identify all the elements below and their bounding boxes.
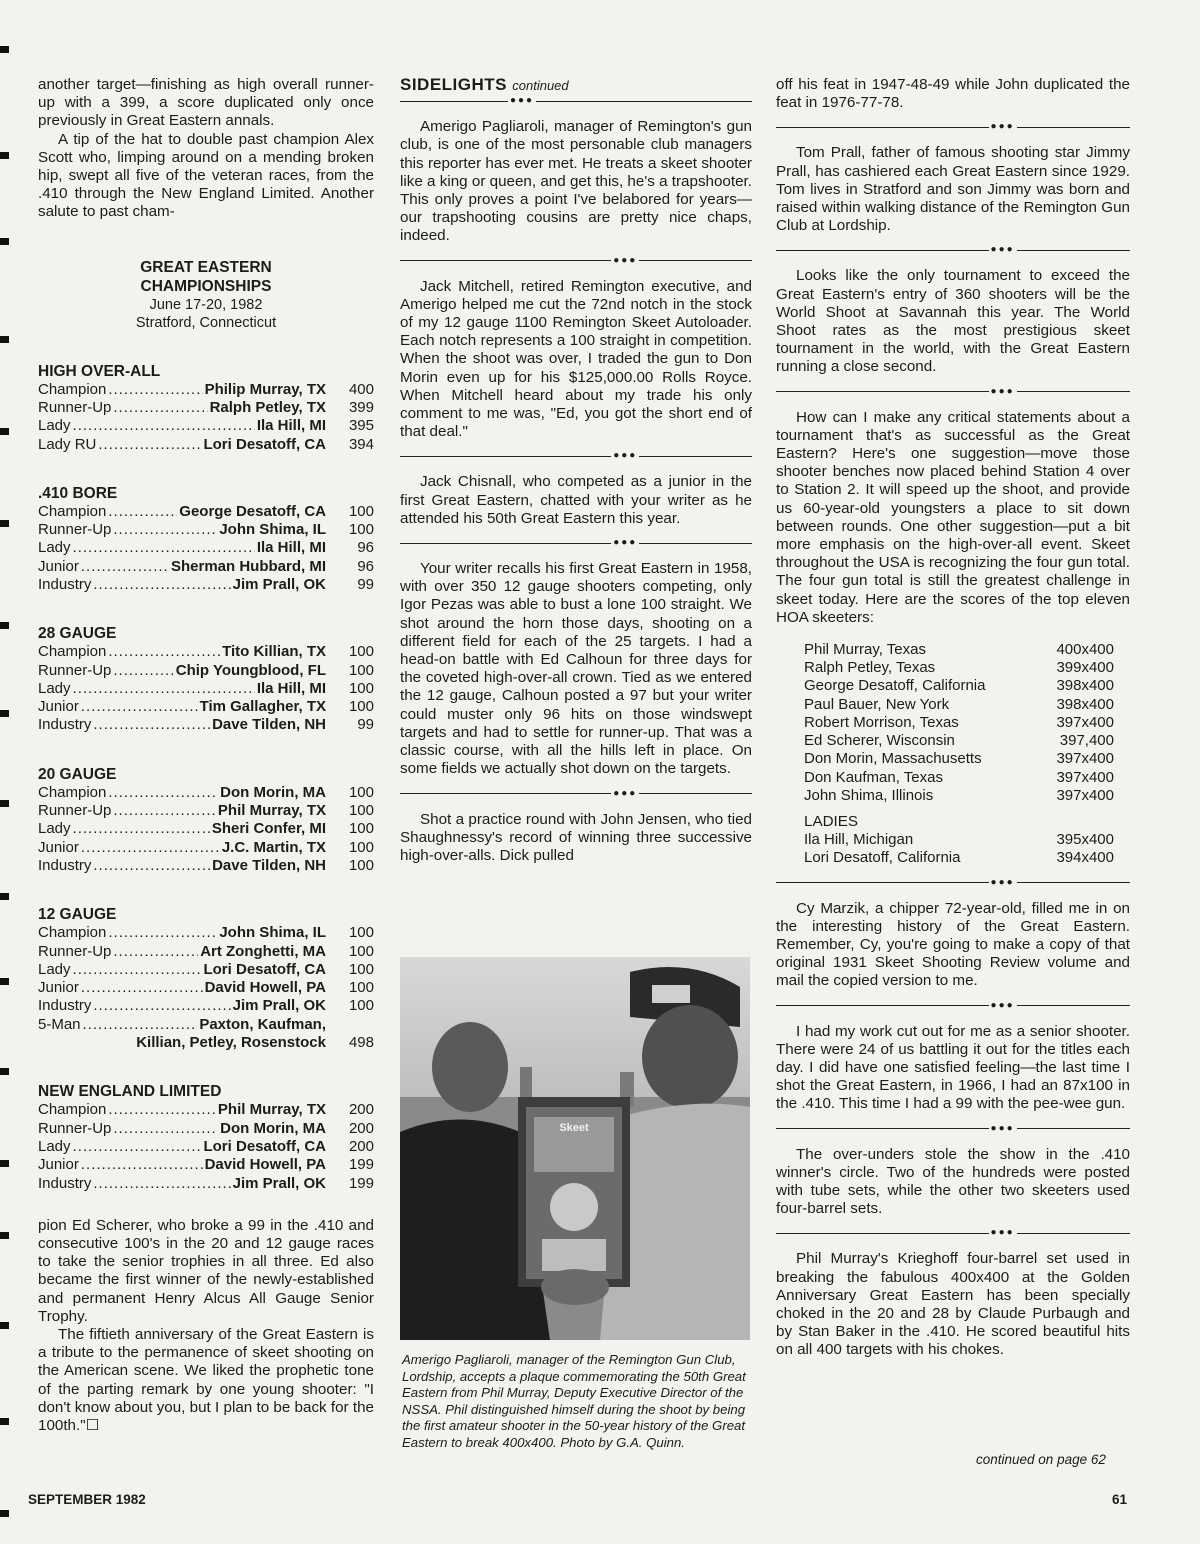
sidelights-title: SIDELIGHTS — [400, 75, 508, 94]
dot-leader — [93, 716, 210, 734]
result-name: David Howell, PA — [204, 979, 326, 997]
result-name: Ila Hill, MI — [256, 539, 326, 557]
result-name: Tito Killian, TX — [222, 643, 326, 661]
result-name: Lori Desatoff, CA — [203, 435, 326, 453]
result-name: Sherman Hubbard, MI — [170, 557, 326, 575]
ladies-score-row — [804, 849, 1114, 867]
result-row — [38, 643, 374, 661]
result-row — [38, 1156, 374, 1174]
result-name: Don Morin, MA — [220, 783, 326, 801]
shooter-name: Don Morin, Massachusetts — [804, 750, 982, 768]
event-name: .410 BORE — [38, 484, 118, 502]
event-results — [38, 362, 374, 454]
result-category: Industry — [38, 576, 92, 593]
result-category: Runner-Up — [38, 1119, 112, 1137]
dot-leader — [108, 381, 202, 399]
article-paragraph: Cy Marzik, a chipper 72-year-old, filled me in on the interesting history of the Great Eastern. Remember, Cy, you're going to make a copy of that original 1931 Skeet Shooting Review volume and mail the copied version to me. — [776, 899, 1130, 990]
result-row — [38, 698, 374, 716]
result-score: 100 — [348, 643, 374, 661]
result-score: 100 — [348, 502, 374, 520]
result-name: Dave Tilden, NH — [212, 856, 326, 874]
issue-date: SEPTEMBER 1982 — [28, 1492, 146, 1507]
result-row — [38, 857, 374, 875]
result-name: Lori Desatoff, CA — [203, 960, 326, 978]
result-category: Runner-Up — [38, 942, 112, 960]
result-category: Junior — [38, 1156, 79, 1174]
hoa-score-row — [804, 641, 1114, 659]
result-score: 96 — [357, 539, 374, 557]
results-list — [38, 362, 374, 1193]
separator: ●●● — [400, 537, 752, 549]
separator: ●●● — [776, 877, 1130, 889]
separator: ●●● — [400, 95, 752, 107]
result-category: Industry — [38, 1174, 92, 1192]
result-name: Ralph Petley, TX — [209, 398, 326, 416]
dot-leader — [113, 1120, 218, 1138]
hoa-score-row — [804, 732, 1114, 750]
result-score: 100 — [348, 924, 374, 942]
result-row — [38, 1138, 374, 1156]
dot-leader — [83, 1016, 198, 1034]
result-row — [38, 558, 374, 576]
dot-leader — [113, 521, 217, 539]
results-title-line-1: GREAT EASTERN — [140, 258, 272, 276]
result-score: 394 — [348, 435, 374, 453]
result-row — [38, 1016, 374, 1034]
dot-leader — [73, 417, 255, 435]
shooter-score: 398x400 — [1056, 695, 1114, 713]
result-name: David Howell, PA — [204, 1156, 326, 1174]
event-name: 20 GAUGE — [38, 765, 117, 783]
result-category: Champion — [38, 502, 107, 520]
event-results — [38, 905, 374, 1052]
hoa-score-row — [804, 787, 1114, 805]
result-row — [38, 662, 374, 680]
result-name: George Desatoff, CA — [179, 502, 326, 520]
event-results — [38, 765, 374, 875]
result-name: Phil Murray, TX — [217, 802, 326, 820]
result-score: 96 — [357, 557, 374, 575]
result-score: 395 — [348, 417, 374, 435]
event-name: 28 GAUGE — [38, 625, 117, 643]
result-score: 99 — [357, 716, 374, 734]
dot-leader — [113, 802, 216, 820]
result-row — [38, 576, 374, 594]
dot-leader — [93, 576, 230, 594]
article-paragraph: Amerigo Pagliaroli, manager of Remington's gun club, is one of the most personable club managers this reporter has ever met. He treats a skeet shooter like a king or queen, and get this, he's a trapshooter. This only proves a point I've belabored for years—our trapshooting cousins are pretty nice chaps, indeed. — [400, 118, 752, 245]
dot-leader — [108, 643, 220, 661]
result-name: John Shima, IL — [219, 924, 326, 942]
result-score: 100 — [348, 521, 374, 539]
result-score: 199 — [348, 1174, 374, 1192]
dot-leader — [73, 820, 210, 838]
hoa-score-row — [804, 677, 1114, 695]
margin-mark — [0, 1418, 9, 1425]
dot-leader — [113, 662, 173, 680]
dot-leader — [108, 1101, 216, 1119]
dot-leader — [93, 1175, 230, 1193]
article-paragraph: The over-unders stole the show in the .410 winner's circle. Two of the hundreds were posted with tube sets, while the other two skeeters used four-barrel sets. — [776, 1145, 1130, 1218]
result-category: Runner-Up — [38, 802, 112, 820]
article-paragraph: off his feat in 1947-48-49 while John duplicated the feat in 1976-77-78. — [776, 76, 1130, 112]
margin-mark — [0, 800, 9, 807]
dot-leader — [108, 503, 177, 521]
result-score: 100 — [348, 698, 374, 716]
result-category: Runner-Up — [38, 398, 112, 416]
sidelights-header — [400, 76, 752, 95]
result-score: 200 — [348, 1119, 374, 1137]
continued-note: continued on page 62 — [976, 1452, 1106, 1467]
hoa-score-row — [804, 769, 1114, 787]
margin-mark — [0, 978, 9, 985]
separator: ●●● — [776, 121, 1130, 133]
result-name: Lori Desatoff, CA — [203, 1137, 326, 1155]
shooter-score: 398x400 — [1056, 677, 1114, 695]
result-row — [38, 521, 374, 539]
dot-leader — [93, 997, 230, 1015]
shooter-score: 397,400 — [1059, 732, 1114, 750]
scherer-paragraph: pion Ed Scherer, who broke a 99 in the .410 and consecutive 100's in the 20 and 12 gauge races to take the senior trophies in all three. Ed also became the first winner of the newly-established and permanent Henry Alcus All Gauge Senior Trophy. — [38, 1216, 374, 1325]
separator: ●●● — [400, 255, 752, 267]
shooter-score: 400x400 — [1056, 641, 1114, 659]
shooter-name: John Shima, Illinois — [804, 786, 934, 804]
dot-leader — [81, 558, 169, 576]
result-row — [38, 839, 374, 857]
shooter-name: George Desatoff, California — [804, 677, 986, 695]
shooter-score: 397x400 — [1056, 786, 1114, 804]
separator: ●●● — [776, 244, 1130, 256]
result-name: Paxton, Kaufman, — [199, 1015, 326, 1033]
result-score: 100 — [348, 679, 374, 697]
shooter-name: Ed Scherer, Wisconsin — [804, 732, 955, 750]
right-column — [776, 76, 1130, 1360]
shooter-name: Ralph Petley, Texas — [804, 659, 936, 677]
result-category: Lady RU — [38, 435, 97, 453]
result-category: Industry — [38, 716, 92, 734]
event-name: 12 GAUGE — [38, 906, 117, 924]
photo-caption: Amerigo Pagliaroli, manager of the Remington Gun Club, Lordship, accepts a plaque commemorating the 50th Great Eastern from Phil Murray, Deputy Executive Director of the NSSA. Phil distinguished himself during the shoot by being the first amateur shooter in the 50-year history of the Great Eastern to break 400x400. Photo by G.A. Quinn. — [402, 1352, 746, 1450]
result-score: 100 — [348, 802, 374, 820]
intro-paragraph: another target—finishing as high overall runner-up with a 399, a score duplicated only once previously in Great Eastern annals. — [38, 76, 374, 130]
left-column — [38, 76, 374, 1435]
result-row — [38, 399, 374, 417]
result-score: 400 — [348, 380, 374, 398]
margin-mark — [0, 1160, 9, 1167]
result-name: Dave Tilden, NH — [212, 716, 326, 734]
result-name: Philip Murray, TX — [204, 380, 326, 398]
result-category: Junior — [38, 557, 79, 575]
result-row — [38, 436, 374, 454]
margin-mark — [0, 1510, 9, 1517]
result-row — [38, 820, 374, 838]
result-row — [38, 503, 374, 521]
result-row — [38, 539, 374, 557]
result-score: 199 — [348, 1156, 374, 1174]
result-category: Champion — [38, 1101, 107, 1119]
shooter-score: 399x400 — [1056, 659, 1114, 677]
margin-mark — [0, 893, 9, 900]
separator: ●●● — [776, 1227, 1130, 1239]
article-paragraph: Looks like the only tournament to exceed the Great Eastern's entry of 360 shooters will be the World Shoot at Savannah this year. The World Shoot rates as the most prestigious skeet tournament in the world, with the Great Eastern running a close second. — [776, 267, 1130, 376]
dot-leader — [113, 399, 207, 417]
article-paragraph: I had my work cut out for me as a senior shooter. There were 24 of us battling it out for the titles each day. I did have one satisfied feeling—the last time I shot the Great Eastern, in 1966, I had an 87x100 in the .410. This time I had a 99 with the pee-wee gun. — [776, 1022, 1130, 1113]
results-place: Stratford, Connecticut — [135, 314, 277, 331]
dot-leader — [73, 961, 202, 979]
separator: ●●● — [776, 1123, 1130, 1135]
result-category: Lady — [38, 679, 71, 697]
article-paragraph: Jack Chisnall, who competed as a junior in the first Great Eastern, chatted with your writer as he attended his 50th Great Eastern this year. — [400, 473, 752, 527]
result-name: Ila Hill, MI — [256, 679, 326, 697]
result-row — [38, 943, 374, 961]
result-score: 99 — [357, 576, 374, 593]
result-row — [38, 1175, 374, 1193]
result-row — [38, 784, 374, 802]
result-row — [38, 1120, 374, 1138]
shooter-score: 397x400 — [1056, 750, 1114, 768]
dot-leader — [81, 1156, 203, 1174]
event-results — [38, 624, 374, 734]
result-name: J.C. Martin, TX — [221, 838, 326, 856]
shooter-name: Don Kaufman, Texas — [804, 768, 943, 786]
continued-label: continued — [512, 78, 569, 93]
result-category: Industry — [38, 856, 92, 874]
result-row — [38, 924, 374, 942]
results-title-line-2: CHAMPIONSHIPS — [140, 277, 272, 295]
sidelights-paragraphs — [400, 118, 752, 865]
result-category: Lady — [38, 1137, 71, 1155]
margin-mark — [0, 1068, 9, 1075]
plaque-sign: Skeet — [559, 1122, 589, 1134]
shooter-score: 395x400 — [1056, 831, 1114, 849]
margin-mark — [0, 1232, 9, 1239]
result-score: 100 — [348, 661, 374, 679]
shooter-name: Lori Desatoff, California — [804, 849, 961, 867]
shooter-name: Phil Murray, Texas — [804, 641, 926, 659]
margin-mark — [0, 520, 9, 527]
result-name: Tim Gallagher, TX — [199, 698, 326, 716]
result-row — [38, 979, 374, 997]
margin-mark — [0, 46, 9, 53]
shooter-name: Paul Bauer, New York — [804, 695, 950, 713]
result-category: Runner-Up — [38, 521, 112, 539]
hoa-scores-table — [804, 641, 1114, 867]
result-category: Champion — [38, 380, 107, 398]
result-row — [38, 381, 374, 399]
shooter-score: 397x400 — [1056, 768, 1114, 786]
middle-column — [400, 76, 752, 865]
ladies-label: LADIES — [804, 812, 859, 830]
result-category: Runner-Up — [38, 661, 112, 679]
dot-leader — [81, 979, 203, 997]
result-name: Killian, Petley, Rosenstock — [136, 1034, 326, 1052]
result-score: 100 — [348, 960, 374, 978]
result-score: 100 — [348, 838, 374, 856]
result-name: Chip Youngblood, FL — [175, 661, 326, 679]
page-number: 61 — [1112, 1492, 1128, 1507]
result-category: Lady — [38, 820, 71, 838]
result-name: Jim Prall, OK — [232, 1174, 326, 1192]
hoa-score-row — [804, 714, 1114, 732]
result-row — [38, 961, 374, 979]
separator: ●●● — [776, 386, 1130, 398]
event-name: NEW ENGLAND LIMITED — [38, 1083, 222, 1101]
margin-mark — [0, 336, 9, 343]
result-category: Junior — [38, 979, 79, 997]
tribute-paragraph: A tip of the hat to double past champion Alex Scott who, limping around on a mending broken hip, swept all five of the veteran races, from the .410 through the New England Limited. Another salute to past cham- — [38, 130, 374, 221]
result-name: Jim Prall, OK — [232, 997, 326, 1015]
dot-leader — [73, 1138, 202, 1156]
result-row — [38, 680, 374, 698]
result-row — [38, 1034, 374, 1052]
hoa-score-row — [804, 696, 1114, 714]
result-score: 100 — [348, 820, 374, 838]
dot-leader — [108, 784, 218, 802]
result-score: 100 — [348, 856, 374, 874]
dot-leader — [98, 436, 201, 454]
dot-leader — [73, 539, 255, 557]
article-paragraph: Jack Mitchell, retired Remington executive, and Amerigo helped me cut the 72nd notch in the stock of my 12 gauge 1100 Remington Skeet Autoloader. Each notch represents a 100 straight in competition. When the shoot was over, I traded the gun to Don Morin even up for his $125,000.00 Rolls Royce. When Mitchell heard about my trade his only comment to me was, "Ed, you got the short end of that deal." — [400, 277, 752, 441]
margin-mark — [0, 1322, 9, 1329]
separator: ●●● — [400, 450, 752, 462]
shooter-score: 394x400 — [1056, 849, 1114, 867]
event-name: HIGH OVER-ALL — [38, 362, 161, 380]
margin-mark — [0, 238, 9, 245]
result-row — [38, 417, 374, 435]
result-score: 200 — [348, 1101, 374, 1119]
results-date: June 17-20, 1982 — [149, 296, 263, 313]
result-row — [38, 802, 374, 820]
result-name: Jim Prall, OK — [232, 576, 326, 593]
result-name: Ila Hill, MI — [256, 417, 326, 435]
dot-leader — [93, 857, 210, 875]
result-category: Lady — [38, 539, 71, 557]
result-score: 498 — [348, 1034, 374, 1052]
article-paragraph: Tom Prall, father of famous shooting star Jimmy Prall, has cashiered each Great Eastern since 1929. Tom lives in Stratford and son Jimmy was born and raised within walking distance of the Remington Gun Club at Lordship. — [776, 144, 1130, 235]
result-category: Lady — [38, 417, 71, 435]
result-score: 399 — [348, 398, 374, 416]
event-results — [38, 484, 374, 594]
article-paragraph: Shot a practice round with John Jensen, who tied Shaughnessy's record of winning three successive high-over-alls. Dick pulled — [400, 810, 752, 864]
separator: ●●● — [776, 1000, 1130, 1012]
result-category: Junior — [38, 698, 79, 716]
article-paragraph: Your writer recalls his first Great Eastern in 1958, with over 350 12 gauge shooters competing, only Igor Pezas was able to bust a lone 100 straight. We shot around the horn those days, shooting on a different field for each of the 25 targets. I had a head-on battle with Ed Calhoun for three days for the coveted high-over-all crown. Tied as we entered the 12 gauge, Calhoun posted a 97 but your writer could muster only 96 hits on those windswept targets and had to settle for runner-up. That was a classic course, with all the hills left in place. On some fields we actually shot down on the targets. — [400, 560, 752, 778]
sidelights-paragraphs-right-2 — [776, 877, 1130, 1360]
margin-mark — [0, 710, 9, 717]
dot-leader — [113, 943, 198, 961]
result-row — [38, 997, 374, 1015]
hoa-score-row — [804, 659, 1114, 677]
result-score: 100 — [348, 997, 374, 1015]
separator: ●●● — [400, 788, 752, 800]
result-category: Champion — [38, 643, 107, 661]
result-name: Art Zonghetti, MA — [200, 942, 326, 960]
result-category: Industry — [38, 997, 92, 1015]
result-category: Junior — [38, 838, 79, 856]
shooter-score: 397x400 — [1056, 713, 1114, 731]
results-title — [38, 258, 374, 296]
article-paragraph: Phil Murray's Krieghoff four-barrel set used in breaking the fabulous 400x400 at the Golden Anniversary Great Eastern has been specially choked in the 20 and 28 by Claude Purbaugh and by Stan Baker in the .410. He scored beautiful hits on all 400 targets with his chokes. — [776, 1250, 1130, 1359]
hoa-score-row — [804, 750, 1114, 768]
dot-leader — [81, 839, 220, 857]
result-name: John Shima, IL — [219, 521, 326, 539]
shooter-name: Ila Hill, Michigan — [804, 831, 914, 849]
article-paragraph: How can I make any critical statements about a tournament that's as successful as the Great Eastern? Here's one suggestion—move those shooter benches now placed behind Station 4 over to Station 2. It will speed up the shoot, and provide us 60-year-old youngsters a place to sit down between rounds. One other suggestion—put a bit more emphasis on the high-over-all event. Skeet throughout the USA is recognizing the four gun total. The four gun total is still the greatest challenge in skeet today. Here are the scores of the top eleven HOA skeeters: — [776, 408, 1130, 626]
sidelights-paragraphs-right — [776, 76, 1130, 627]
result-category: Champion — [38, 924, 107, 942]
result-score-blank — [338, 1016, 374, 1034]
result-name: Sheri Confer, MI — [211, 820, 326, 838]
result-score: 100 — [348, 783, 374, 801]
event-results — [38, 1082, 374, 1192]
margin-mark — [0, 622, 9, 629]
dot-leader — [108, 924, 217, 942]
dot-leader — [73, 680, 255, 698]
result-category: Lady — [38, 960, 71, 978]
result-score: 100 — [348, 942, 374, 960]
result-row — [38, 716, 374, 734]
closing-paragraph: The fiftieth anniversary of the Great Eastern is a tribute to the permanence of skeet shooting on the American scene. We liked the prophetic tone of the parting remark by one young shooter: "I don't know about you, but I plan to be back for the 100th."☐ — [38, 1326, 374, 1435]
shooter-name: Robert Morrison, Texas — [804, 713, 959, 731]
result-name: Don Morin, MA — [220, 1119, 326, 1137]
ladies-score-row — [804, 831, 1114, 849]
result-category: Champion — [38, 783, 107, 801]
result-category: 5-Man — [38, 1015, 81, 1033]
result-score: 100 — [348, 979, 374, 997]
result-score: 200 — [348, 1137, 374, 1155]
result-row — [38, 1101, 374, 1119]
dot-leader — [81, 698, 198, 716]
margin-mark — [0, 152, 9, 159]
margin-mark — [0, 428, 9, 435]
result-name: Phil Murray, TX — [217, 1101, 326, 1119]
award-photo — [400, 957, 750, 1340]
